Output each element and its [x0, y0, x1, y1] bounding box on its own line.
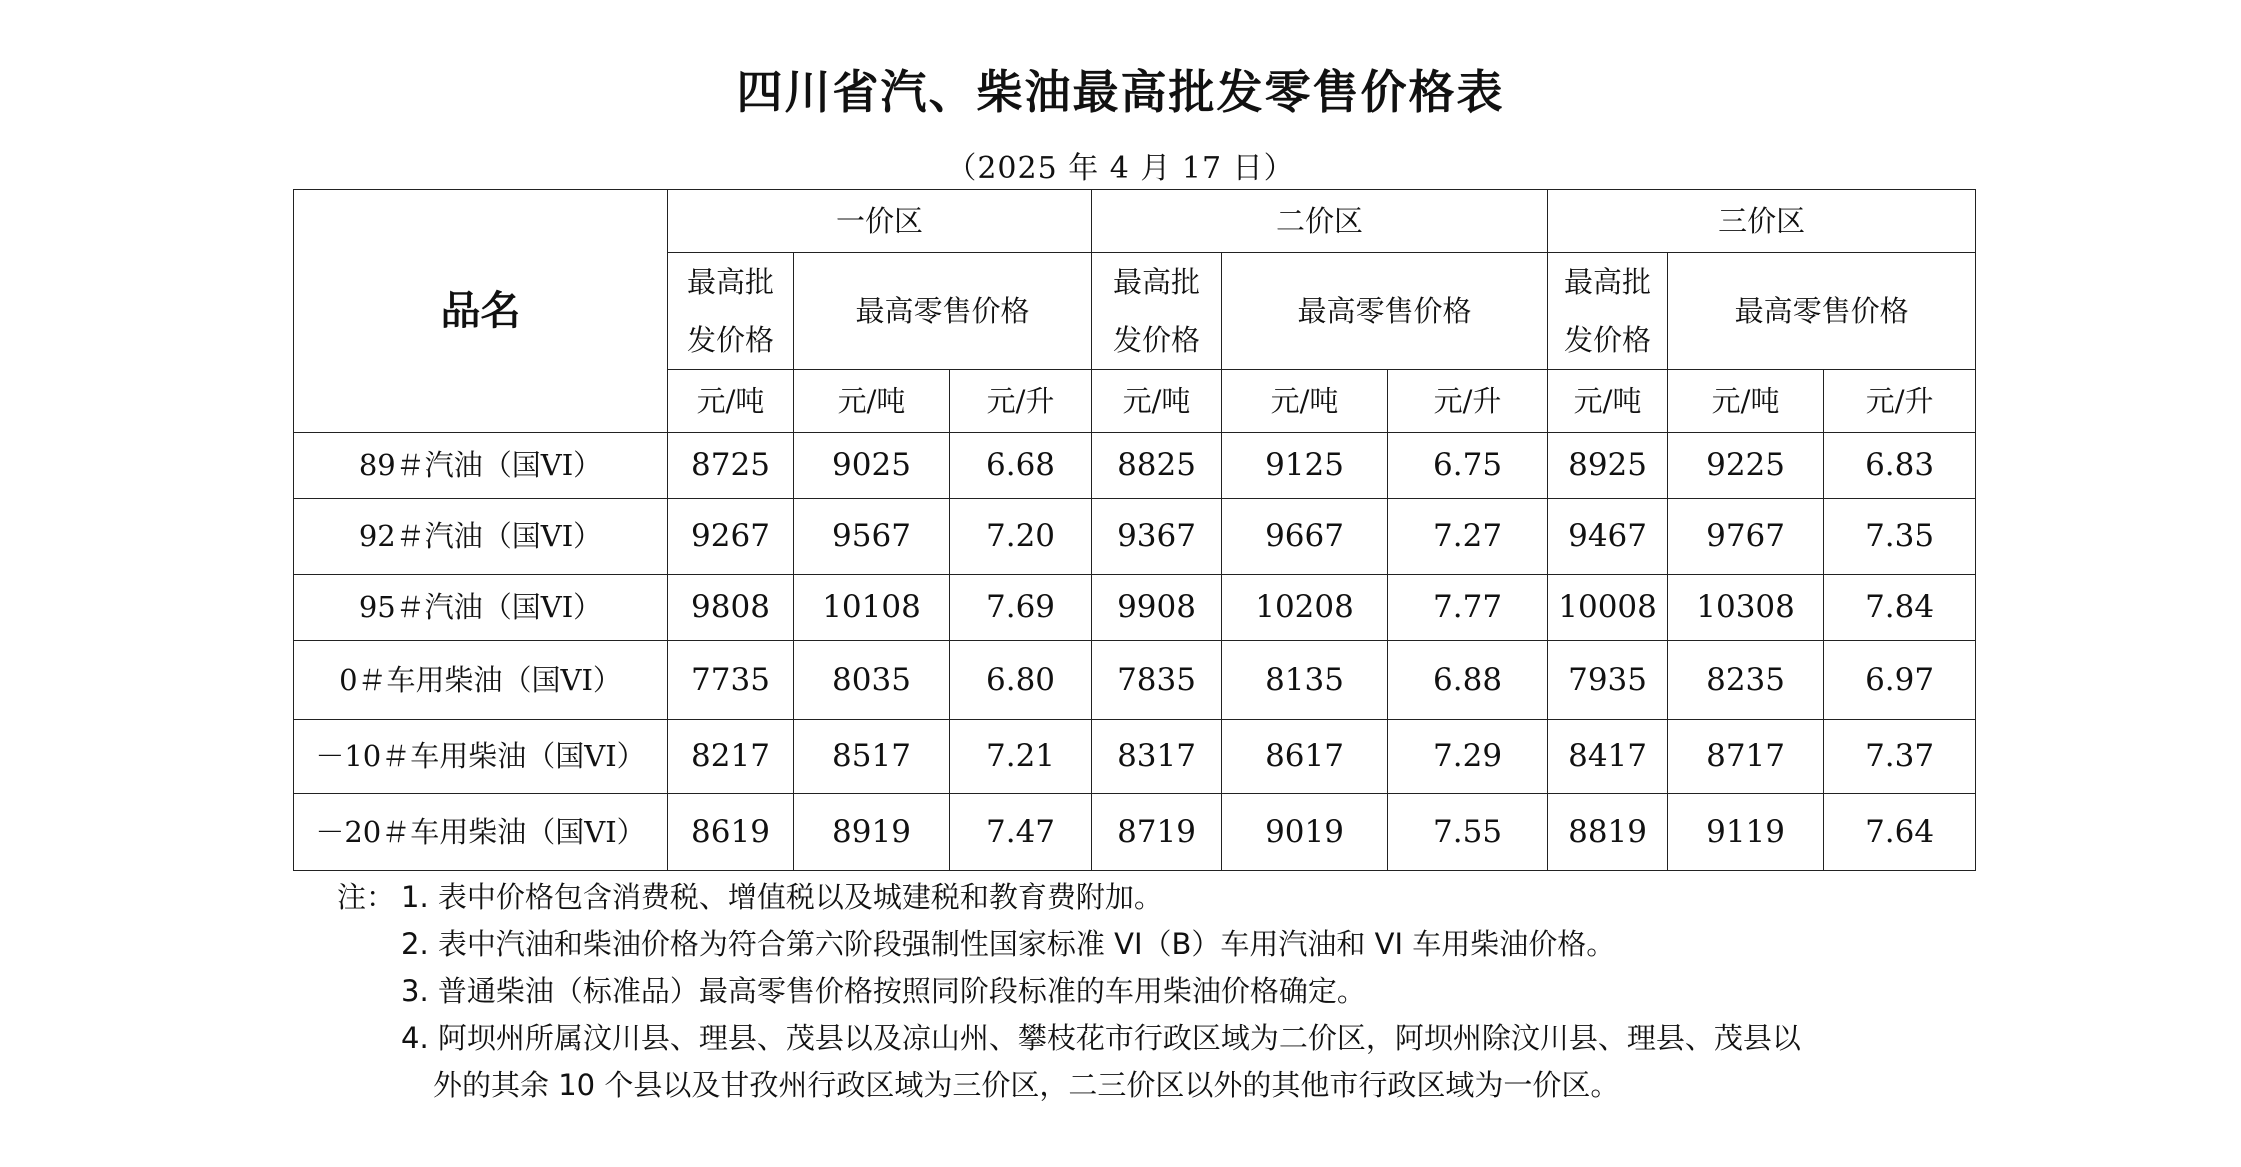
price-cell: 9367 [1092, 499, 1222, 575]
price-cell: 7.27 [1388, 499, 1548, 575]
price-cell: 9467 [1548, 499, 1668, 575]
unit-cell: 元/吨 [794, 370, 950, 433]
zone-3-header: 三价区 [1548, 190, 1976, 253]
note-text: 4. 阿坝州所属汶川县、理县、茂县以及凉山州、攀枝花市行政区域为二价区，阿坝州除汶川县、理县、茂县以 [401, 1021, 1801, 1055]
price-cell: 8417 [1548, 720, 1668, 794]
unit-cell: 元/升 [1388, 370, 1548, 433]
table-row [294, 794, 1976, 871]
price-cell: 8619 [668, 794, 794, 871]
zone-2-retail-header: 最高零售价格 [1222, 253, 1548, 370]
price-cell: 7735 [668, 641, 794, 720]
note-continuation: 外的其余 10 个县以及甘孜州行政区域为三价区，二三价区以外的其他市行政区域为一价区。 [433, 1068, 1620, 1102]
zone-3-wholesale-header [1548, 253, 1668, 370]
price-cell: 8719 [1092, 794, 1222, 871]
price-cell: 7.47 [950, 794, 1092, 871]
price-cell: 9567 [794, 499, 950, 575]
price-cell: 6.75 [1388, 433, 1548, 499]
zone-2-header: 二价区 [1092, 190, 1548, 253]
unit-cell: 元/吨 [668, 370, 794, 433]
zone-1-header: 一价区 [668, 190, 1092, 253]
price-cell: 6.88 [1388, 641, 1548, 720]
note-item [337, 921, 1977, 968]
price-cell: 7.37 [1824, 720, 1976, 794]
price-cell: 6.80 [950, 641, 1092, 720]
price-cell: 8717 [1668, 720, 1824, 794]
price-table [293, 189, 1976, 871]
price-cell: 7.35 [1824, 499, 1976, 575]
zone-1-retail-header: 最高零售价格 [794, 253, 1092, 370]
product-name: －10＃车用柴油（国VI） [294, 720, 668, 794]
note-item [337, 968, 1977, 1015]
unit-cell: 元/吨 [1222, 370, 1388, 433]
price-cell: 8825 [1092, 433, 1222, 499]
price-cell: 9119 [1668, 794, 1824, 871]
price-cell: 9908 [1092, 575, 1222, 641]
product-name: 89＃汽油（国VI） [294, 433, 668, 499]
wholesale-label: 最高批发价格 [686, 265, 774, 357]
price-cell: 8317 [1092, 720, 1222, 794]
zone-2-wholesale-header [1092, 253, 1222, 370]
price-cell: 9767 [1668, 499, 1824, 575]
price-cell: 6.68 [950, 433, 1092, 499]
price-cell: 9225 [1668, 433, 1824, 499]
note-text: 2. 表中汽油和柴油价格为符合第六阶段强制性国家标准 VI（B）车用汽油和 VI 车用柴油价格。 [401, 927, 1616, 961]
product-name-header: 品名 [294, 190, 668, 433]
notes-section [337, 874, 1977, 1109]
price-cell: 9019 [1222, 794, 1388, 871]
price-cell: 8517 [794, 720, 950, 794]
table-row [294, 499, 1976, 575]
wholesale-label: 最高批发价格 [1564, 265, 1652, 357]
date-subtitle: （2025 年 4 月 17 日） [946, 151, 1295, 186]
note-item [337, 1015, 1977, 1062]
price-cell: 7.20 [950, 499, 1092, 575]
note-text: 1. 表中价格包含消费税、增值税以及城建税和教育费附加。 [401, 880, 1163, 914]
price-cell: 8235 [1668, 641, 1824, 720]
price-cell: 9808 [668, 575, 794, 641]
price-cell: 7.69 [950, 575, 1092, 641]
price-cell: 9025 [794, 433, 950, 499]
price-cell: 9267 [668, 499, 794, 575]
unit-cell: 元/吨 [1668, 370, 1824, 433]
price-cell: 7.21 [950, 720, 1092, 794]
unit-cell: 元/升 [950, 370, 1092, 433]
note-text: 3. 普通柴油（标准品）最高零售价格按照同阶段标准的车用柴油价格确定。 [401, 974, 1366, 1008]
product-name: 0＃车用柴油（国VI） [294, 641, 668, 720]
page-title: 四川省汽、柴油最高批发零售价格表 [736, 65, 1505, 119]
table-row [294, 575, 1976, 641]
unit-cell: 元/吨 [1548, 370, 1668, 433]
price-cell: 10108 [794, 575, 950, 641]
price-cell: 7.55 [1388, 794, 1548, 871]
unit-cell: 元/吨 [1092, 370, 1222, 433]
product-name: －20＃车用柴油（国VI） [294, 794, 668, 871]
unit-cell: 元/升 [1824, 370, 1976, 433]
price-cell: 6.97 [1824, 641, 1976, 720]
zone-3-retail-header: 最高零售价格 [1668, 253, 1976, 370]
price-cell: 7.77 [1388, 575, 1548, 641]
notes-prefix: 注： [337, 880, 396, 914]
price-cell: 8617 [1222, 720, 1388, 794]
wholesale-label: 最高批发价格 [1113, 265, 1201, 357]
price-cell: 7835 [1092, 641, 1222, 720]
price-cell: 8925 [1548, 433, 1668, 499]
price-cell: 7935 [1548, 641, 1668, 720]
product-name: 92＃汽油（国VI） [294, 499, 668, 575]
price-cell: 8819 [1548, 794, 1668, 871]
product-name: 95＃汽油（国VI） [294, 575, 668, 641]
table-row [294, 641, 1976, 720]
price-cell: 8217 [668, 720, 794, 794]
zone-1-wholesale-header [668, 253, 794, 370]
price-cell: 10208 [1222, 575, 1388, 641]
price-cell: 7.84 [1824, 575, 1976, 641]
price-cell: 9125 [1222, 433, 1388, 499]
note-item [337, 874, 1977, 921]
price-cell: 8725 [668, 433, 794, 499]
price-cell: 7.64 [1824, 794, 1976, 871]
price-cell: 6.83 [1824, 433, 1976, 499]
price-cell: 7.29 [1388, 720, 1548, 794]
zone-header-row [294, 190, 1976, 253]
table-row [294, 433, 1976, 499]
price-cell: 8919 [794, 794, 950, 871]
price-cell: 9667 [1222, 499, 1388, 575]
price-cell: 8035 [794, 641, 950, 720]
price-cell: 10308 [1668, 575, 1824, 641]
table-row [294, 720, 1976, 794]
price-cell: 8135 [1222, 641, 1388, 720]
price-cell: 10008 [1548, 575, 1668, 641]
